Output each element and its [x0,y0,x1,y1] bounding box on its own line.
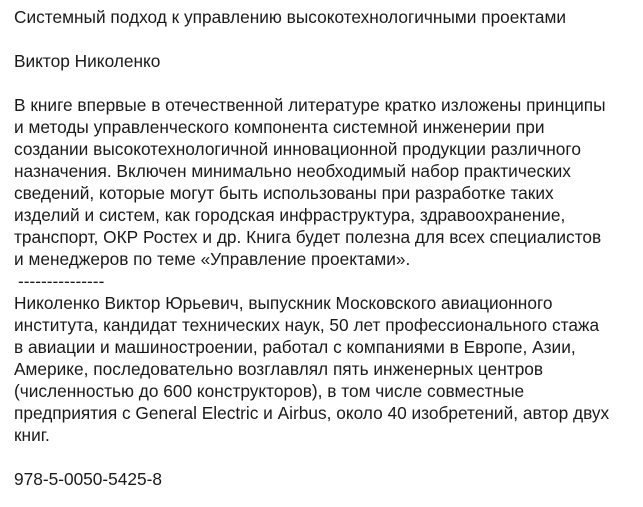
author-bio [14,292,639,446]
description-line: транспорт, ОКР Ростех и др. Книга будет полезна для всех специалистов [14,227,602,247]
isbn: 978-5-0050-5425-8 [14,469,162,489]
bio-line: Николенко Виктор Юрьевич, выпускник Московского авиационного [14,293,553,313]
description-line: создании высокотехнологичной инновационной продукции различного [14,139,581,159]
description-line: и менеджеров по теме «Управление проектами». [14,249,411,269]
book-description [14,94,639,270]
document-page [14,6,639,490]
separator-line: --------------- [18,271,105,291]
book-author: Виктор Николенко [14,51,161,71]
description-line: сведений, которые могут быть использованы при разработке таких [14,183,554,203]
description-line: В книге впервые в отечественной литературе кратко изложены принципы [14,95,606,115]
bio-line: (численностью до 600 конструкторов), в том числе совместные [14,381,525,401]
book-title: Системный подход к управлению высокотехнологичными проектами [14,7,567,27]
bio-line: Америке, последовательно возглавлял пять инженерных центров [14,359,544,379]
description-line: назначения. Включен минимально необходимый набор практических [14,161,571,181]
bio-line: книг. [14,425,50,445]
spacer [14,28,639,50]
bio-line: предприятия с General Electric и Airbus, около 40 изобретений, автор двух [14,403,610,423]
spacer [14,72,639,94]
description-line: и методы управленческого компонента системной инженерии при [14,117,545,137]
bio-line: в авиации и машиностроении, работал с компаниями в Европе, Азии, [14,337,576,357]
spacer [14,446,639,468]
bio-line: института, кандидат технических наук, 50 лет профессионального стажа [14,315,600,335]
description-line: изделий и систем, как городская инфраструктура, здравоохранение, [14,205,566,225]
